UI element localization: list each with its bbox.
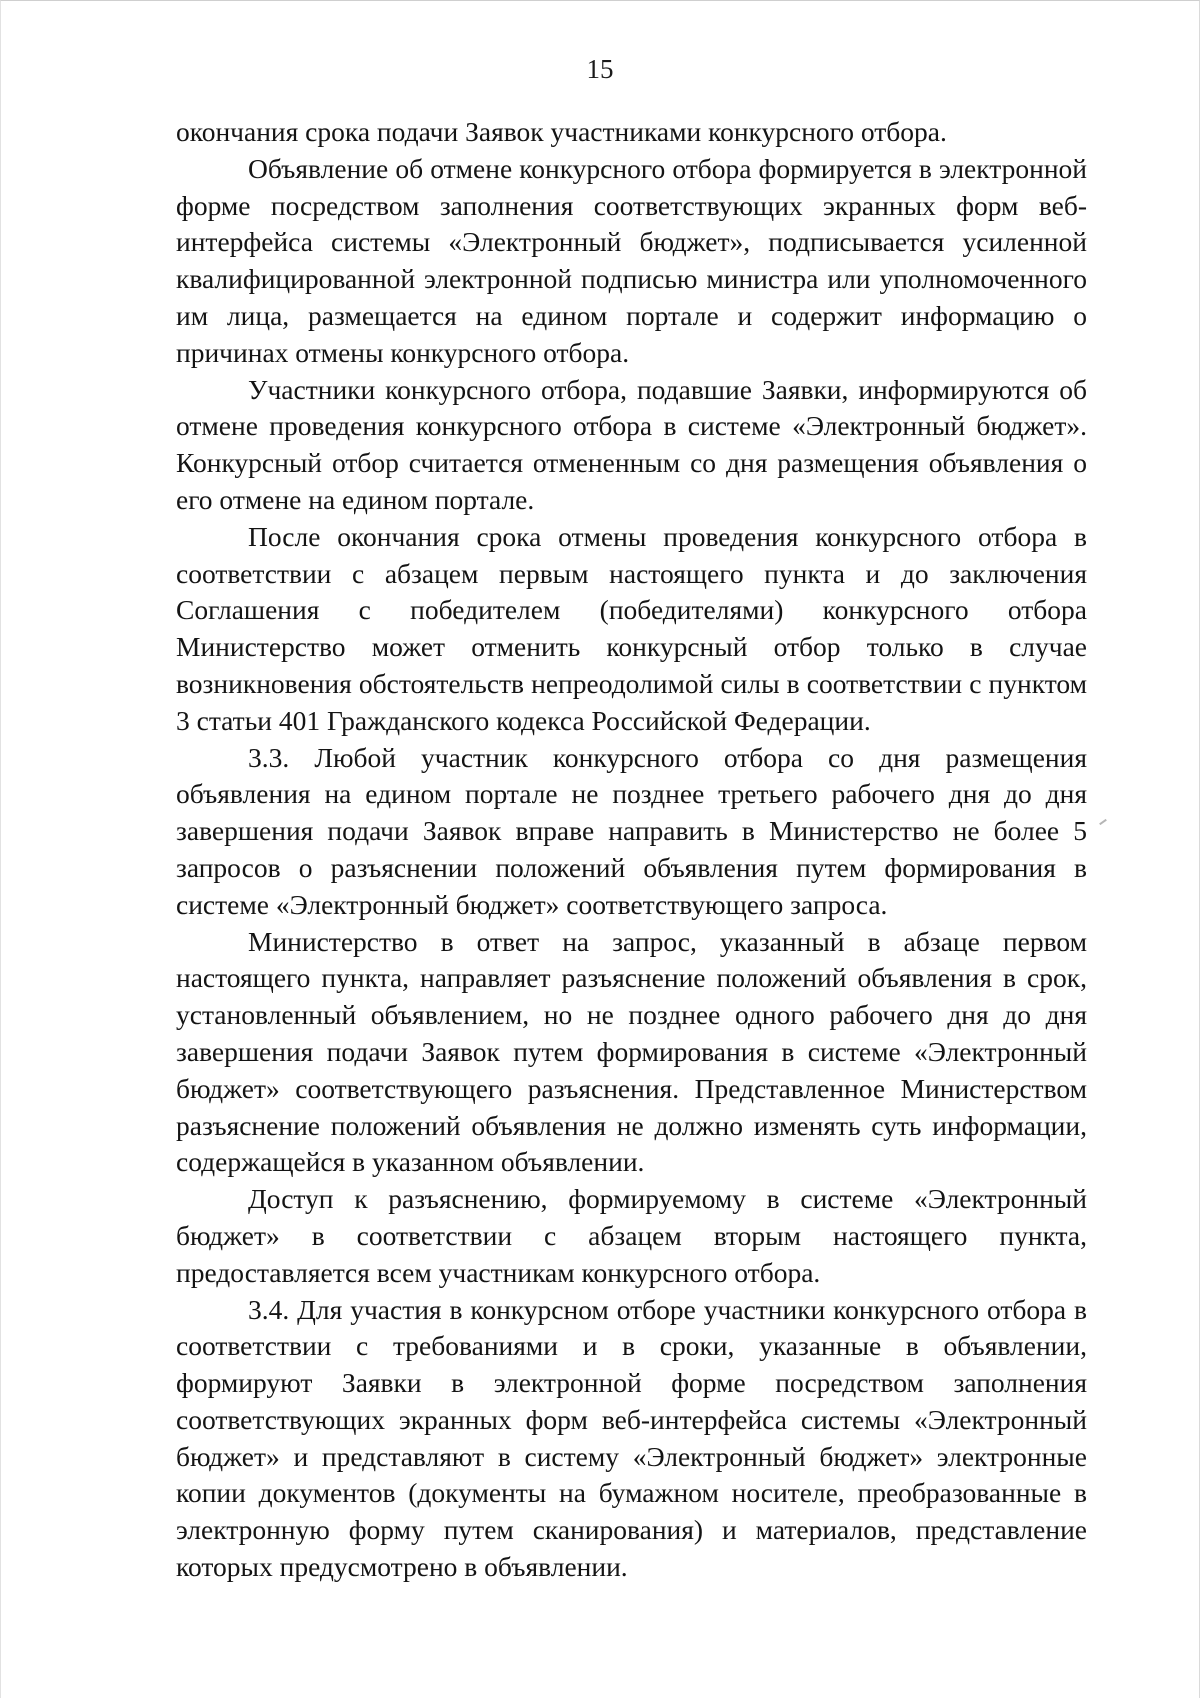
document-body xyxy=(176,114,1087,1586)
scan-artifact xyxy=(1099,819,1107,825)
page-number: 15 xyxy=(586,54,614,84)
paragraph-clause-3-4: 3.4. Для участия в конкурсном отборе участники конкурсного отбора в соответствии с требованиями и в сроки, указанные в объявлении, формируют Заявки в электронной форме посредством заполнения соответствующих экранных форм веб-интерфейса системы «Электронный бюджет» и представляют в систему «Электронный бюджет» электронные копии документов (документы на бумажном носителе, преобразованные в электронную форму путем сканирования) и материалов, представление которых предусмотрено в объявлении. xyxy=(176,1293,1087,1583)
paragraph-force-majeure: После окончания срока отмены проведения конкурсного отбора в соответствии с абзацем первым настоящего пункта и до заключения Соглашения с победителем (победителями) конкурсного отбора Министерство может отменить конкурсный отбор только в случае возникновения обстоятельств непреодолимой силы в соответствии с пунктом 3 статьи 401 Гражданского кодекса Российской Федерации. xyxy=(176,520,1087,736)
paragraph-participants-informed: Участники конкурсного отбора, подавшие Заявки, информируются об отмене проведения конкурсного отбора в системе «Электронный бюджет». Конкурсный отбор считается отмененным со дня размещения объявления о его отмене на едином портале. xyxy=(176,373,1087,515)
paragraph-continuation: окончания срока подачи Заявок участниками конкурсного отбора. xyxy=(176,116,947,147)
paragraph-access-to-clarification: Доступ к разъяснению, формируемому в системе «Электронный бюджет» в соответствии с абзацем вторым настоящего пункта, предоставляется всем участникам конкурсного отбора. xyxy=(176,1183,1087,1288)
paragraph-ministry-response: Министерство в ответ на запрос, указанный в абзаце первом настоящего пункта, направляет разъяснение положений объявления в срок, установленный объявлением, но не позднее одного рабочего дня до дня завершения подачи Заявок путем формирования в системе «Электронный бюджет» соответствующего разъяснения. Представленное Министерством разъяснение положений объявления не должно изменять суть информации, содержащейся в указанном объявлении. xyxy=(176,925,1087,1178)
paragraph-clause-3-3: 3.3. Любой участник конкурсного отбора со дня размещения объявления на едином портале не позднее третьего рабочего дня до дня завершения подачи Заявок вправе направить в Министерство не более 5 запросов о разъяснении положений объявления путем формирования в системе «Электронный бюджет» соответствующего запроса. xyxy=(176,741,1087,920)
paragraph-cancellation-notice: Объявление об отмене конкурсного отбора формируется в электронной форме посредством заполнения соответствующих экранных форм веб-интерфейса системы «Электронный бюджет», подписывается усиленной квалифицированной электронной подписью министра или уполномоченного им лица, размещается на едином портале и содержит информацию о причинах отмены конкурсного отбора. xyxy=(176,152,1087,368)
